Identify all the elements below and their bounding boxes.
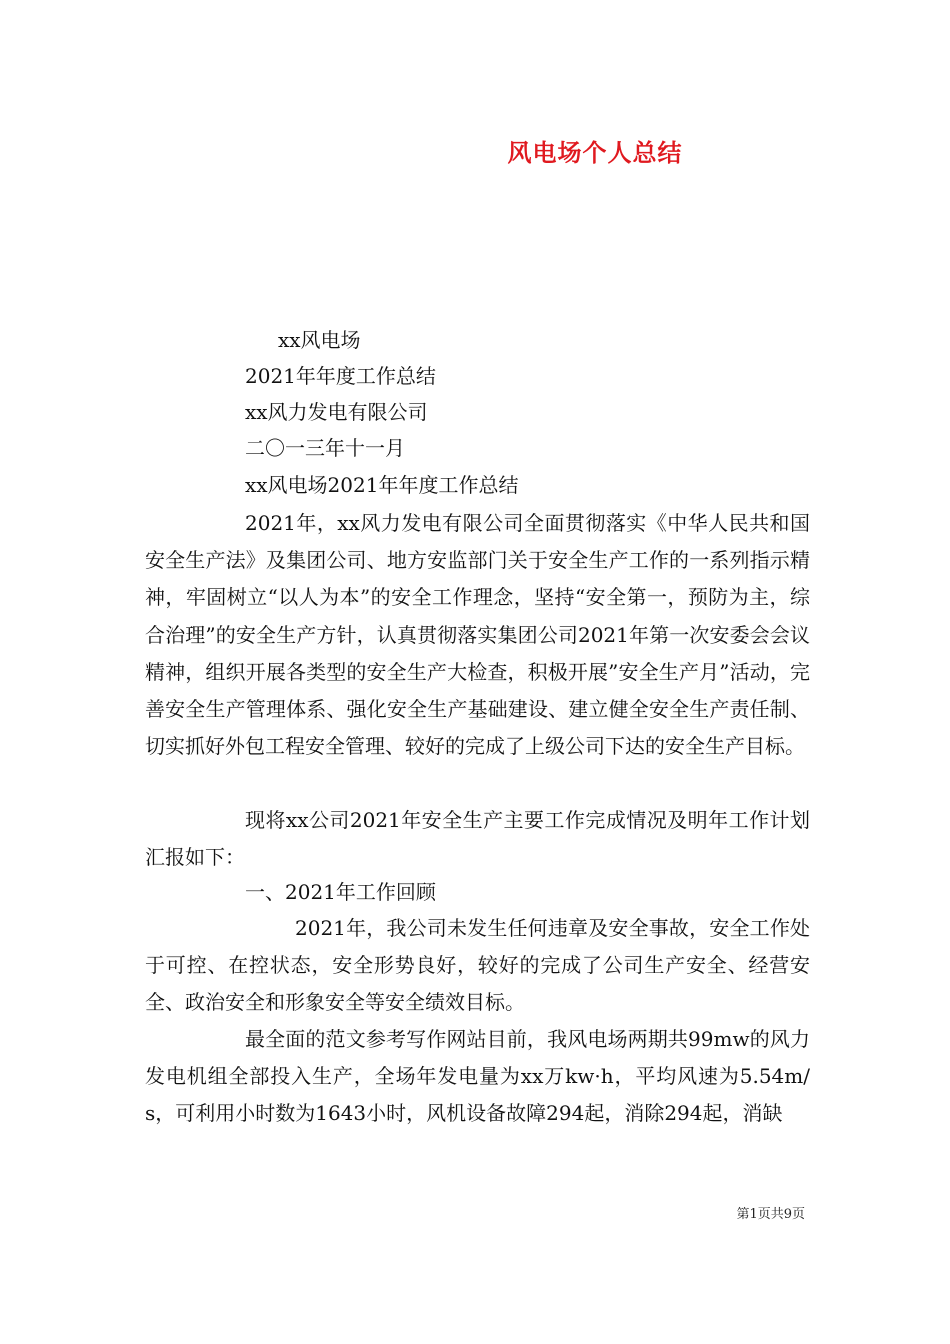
paragraph-review: 2021年，我公司未发生任何违章及安全事故，安全工作处于可控、在控状态，安全形势良好，较好的完成了公司生产安全、经营安全、政治安全和形象安全等安全绩效目标。 [145,916,810,1015]
cover-line-company: xx风力发电有限公司 [245,400,428,424]
cover-line-report-title: 2021年年度工作总结 [245,364,436,388]
paragraph-report: 现将xx公司2021年安全生产主要工作完成情况及明年工作计划汇报如下： [145,808,810,870]
cover-line-date: 二〇一三年十一月 [245,436,405,460]
section-heading-review: 一、2021年工作回顾 [245,880,436,904]
paragraph-review-block [145,910,810,1022]
cover-line-section-title: xx风电场2021年年度工作总结 [245,473,519,497]
paragraph-report-block [145,802,810,876]
paragraph-operations: 最全面的范文参考写作网站目前，我风电场两期共99mw的风力发电机组全部投入生产，全场年发电量为xx万kw·h，平均风速为5.54m/s，可利用小时数为1643小时，风机设备故障294起，消除294起，消缺 [145,1027,810,1126]
paragraph-operations-block [145,1021,810,1133]
cover-line-station: xx风电场 [278,328,361,352]
document-title: 风电场个人总结 [507,138,683,167]
paragraph-intro: 2021年，xx风力发电有限公司全面贯彻落实《中华人民共和国安全生产法》及集团公司、地方安监部门关于安全生产工作的一系列指示精神，牢固树立“以人为本”的安全工作理念，坚持“安全第一，预防为主，综合治理”的安全生产方针，认真贯彻落实集团公司2021年第一次安委会会议精神，组织开展各类型的安全生产大检查，积极开展”安全生产月”活动，完善安全生产管理体系、强化安全生产基础建设、建立健全安全生产责任制、切实抓好外包工程安全管理、较好的完成了上级公司下达的安全生产目标。 [145,511,810,759]
paragraph-intro-block [145,505,810,765]
page-number-footer: 第1页共9页 [736,1207,805,1222]
